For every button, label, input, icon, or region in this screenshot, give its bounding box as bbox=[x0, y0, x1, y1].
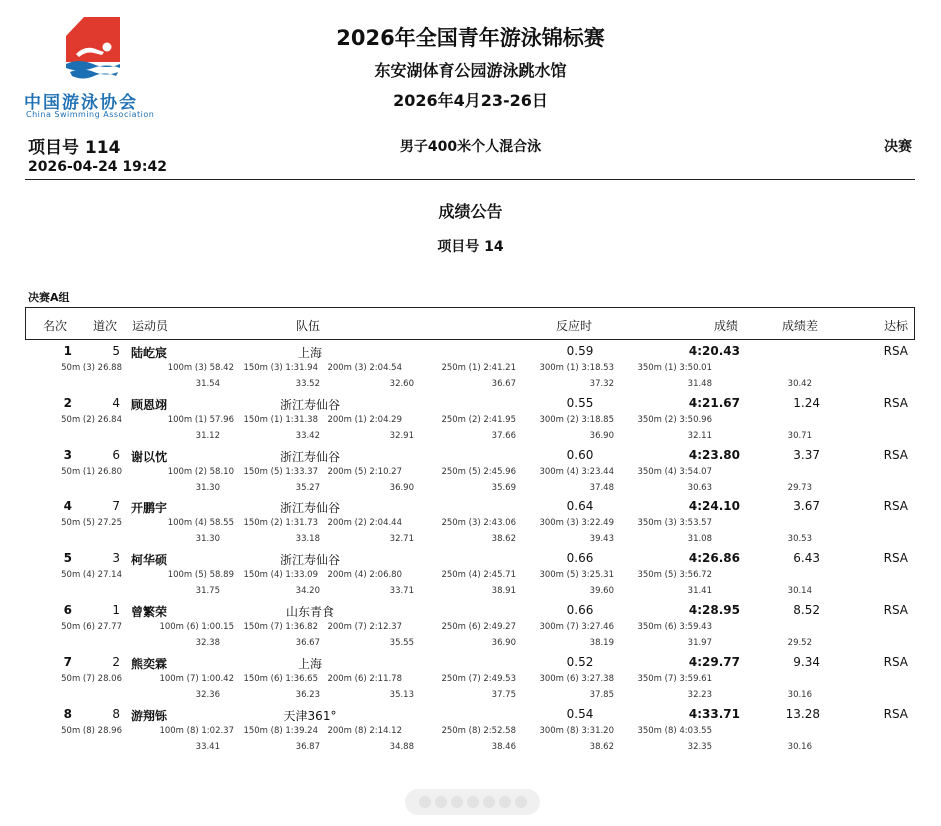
split-time: 150m (2) 1:31.73 bbox=[243, 518, 318, 529]
reaction-cell: 0.55 bbox=[566, 395, 594, 410]
split-time: 300m (2) 3:18.85 bbox=[539, 414, 614, 425]
split-time: 250m (1) 2:41.21 bbox=[441, 363, 516, 373]
reaction-cell: 0.52 bbox=[566, 654, 594, 669]
lane-cell: 6 bbox=[112, 447, 120, 462]
diff-cell: 8.52 bbox=[793, 603, 820, 617]
meet-title: 2026年全国青年游泳锦标赛 bbox=[336, 26, 605, 50]
header-athlete: 运动员 bbox=[132, 319, 169, 333]
split-time: 150m (3) 1:31.94 bbox=[243, 363, 318, 373]
athlete-cell: 熊奕霖 bbox=[131, 656, 168, 671]
split-time: 150m (8) 1:39.24 bbox=[243, 725, 318, 736]
header-diff: 成绩差 bbox=[782, 319, 819, 333]
split-time: 350m (6) 3:59.43 bbox=[637, 622, 712, 632]
table-row bbox=[0, 707, 941, 759]
split-time: 350m (7) 3:59.61 bbox=[637, 673, 712, 684]
split-time: 50m (6) 27.77 bbox=[61, 622, 122, 632]
lap-time: 36.23 bbox=[295, 689, 320, 700]
split-time: 50m (4) 27.14 bbox=[61, 570, 122, 581]
split-time: 350m (8) 4:03.55 bbox=[637, 725, 712, 736]
lap-time: 34.20 bbox=[295, 586, 320, 597]
standard-cell: RSA bbox=[883, 499, 908, 514]
lap-time: 30.16 bbox=[787, 689, 812, 700]
reaction-cell: 0.60 bbox=[566, 447, 594, 462]
lap-time: 37.85 bbox=[589, 689, 614, 700]
lap-time: 35.55 bbox=[389, 638, 414, 648]
team-cell: 浙江寿仙谷 bbox=[279, 553, 340, 568]
lane-cell: 5 bbox=[112, 344, 120, 358]
lap-time: 37.48 bbox=[589, 482, 614, 493]
team-cell: 浙江寿仙谷 bbox=[279, 501, 340, 516]
rank-cell: 7 bbox=[63, 654, 72, 669]
split-time: 200m (1) 2:04.29 bbox=[327, 414, 402, 425]
lap-time: 39.43 bbox=[589, 534, 614, 545]
lane-cell: 7 bbox=[112, 499, 120, 514]
table-row bbox=[0, 655, 941, 707]
lap-time: 31.48 bbox=[687, 379, 712, 389]
standard-cell: RSA bbox=[883, 603, 908, 617]
event-number: 项目号 114 bbox=[28, 138, 121, 158]
event-datetime: 2026-04-24 19:42 bbox=[28, 159, 167, 175]
meet-dates: 2026年4月23-26日 bbox=[393, 91, 548, 110]
split-time: 300m (8) 3:31.20 bbox=[539, 725, 614, 736]
athlete-cell: 曾繁荣 bbox=[131, 605, 168, 619]
diff-cell: 1.24 bbox=[793, 395, 820, 410]
athlete-cell: 顾恩翊 bbox=[131, 397, 168, 412]
header-lane: 道次 bbox=[93, 319, 118, 333]
lane-cell: 8 bbox=[112, 706, 120, 721]
split-time: 100m (3) 58.42 bbox=[167, 363, 234, 373]
result-cell: 4:33.71 bbox=[688, 706, 740, 721]
rank-cell: 6 bbox=[63, 603, 72, 617]
split-time: 250m (7) 2:49.53 bbox=[441, 673, 516, 684]
lap-time: 32.91 bbox=[389, 430, 414, 441]
table-row bbox=[0, 551, 941, 603]
lap-time: 31.12 bbox=[195, 430, 220, 441]
lap-time: 38.19 bbox=[589, 638, 614, 648]
split-time: 150m (5) 1:33.37 bbox=[243, 466, 318, 477]
split-time: 300m (6) 3:27.38 bbox=[539, 673, 614, 684]
split-time: 100m (7) 1:00.42 bbox=[159, 673, 234, 684]
split-time: 100m (1) 57.96 bbox=[167, 414, 234, 425]
lap-time: 37.75 bbox=[491, 689, 516, 700]
rank-cell: 8 bbox=[63, 706, 72, 721]
lap-time: 31.08 bbox=[687, 534, 712, 545]
lap-time: 30.63 bbox=[687, 482, 712, 493]
standard-cell: RSA bbox=[883, 447, 908, 462]
team-cell: 山东青食 bbox=[285, 605, 334, 619]
split-time: 200m (7) 2:12.37 bbox=[327, 622, 402, 632]
split-time: 200m (4) 2:06.80 bbox=[327, 570, 402, 581]
split-time: 100m (6) 1:00.15 bbox=[159, 622, 234, 632]
lap-time: 30.42 bbox=[787, 379, 812, 389]
result-cell: 4:23.80 bbox=[688, 447, 740, 462]
lap-time: 36.87 bbox=[295, 741, 320, 752]
lap-time: 29.73 bbox=[787, 482, 812, 493]
event-round: 决赛 bbox=[884, 139, 912, 155]
table-row bbox=[0, 448, 941, 500]
lap-time: 38.91 bbox=[491, 586, 516, 597]
result-cell: 4:26.86 bbox=[688, 551, 740, 566]
lap-time: 31.41 bbox=[687, 586, 712, 597]
header-team: 队伍 bbox=[296, 319, 321, 333]
lap-time: 31.75 bbox=[195, 586, 220, 597]
split-time: 150m (7) 1:36.82 bbox=[243, 622, 318, 632]
team-cell: 天津361° bbox=[283, 708, 337, 723]
split-time: 50m (1) 26.80 bbox=[61, 466, 122, 477]
split-time: 200m (6) 2:11.78 bbox=[327, 673, 402, 684]
split-time: 250m (8) 2:52.58 bbox=[441, 725, 516, 736]
lap-time: 36.90 bbox=[491, 638, 516, 648]
lap-time: 30.71 bbox=[787, 430, 812, 441]
split-time: 250m (6) 2:49.27 bbox=[441, 622, 516, 632]
lap-time: 32.35 bbox=[687, 741, 712, 752]
lap-time: 36.90 bbox=[589, 430, 614, 441]
diff-cell: 13.28 bbox=[785, 706, 820, 721]
diff-cell: 9.34 bbox=[793, 654, 820, 669]
split-time: 100m (8) 1:02.37 bbox=[159, 725, 234, 736]
lap-time: 33.41 bbox=[195, 741, 220, 752]
split-time: 50m (7) 28.06 bbox=[61, 673, 122, 684]
split-time: 350m (1) 3:50.01 bbox=[637, 363, 712, 373]
lap-time: 35.69 bbox=[491, 482, 516, 493]
reaction-cell: 0.66 bbox=[566, 603, 594, 617]
rank-cell: 5 bbox=[63, 551, 72, 566]
lap-time: 33.71 bbox=[389, 586, 414, 597]
result-cell: 4:28.95 bbox=[688, 603, 740, 617]
standard-cell: RSA bbox=[883, 706, 908, 721]
lap-time: 35.13 bbox=[389, 689, 414, 700]
split-time: 100m (5) 58.89 bbox=[167, 570, 234, 581]
rank-cell: 4 bbox=[63, 499, 72, 514]
header-divider bbox=[25, 179, 915, 180]
section-subtitle: 项目号 14 bbox=[437, 239, 504, 255]
split-time: 350m (2) 3:50.96 bbox=[637, 414, 712, 425]
table-row bbox=[0, 499, 941, 551]
split-time: 50m (2) 26.84 bbox=[61, 414, 122, 425]
team-cell: 浙江寿仙谷 bbox=[279, 397, 340, 412]
lap-time: 32.36 bbox=[195, 689, 220, 700]
split-time: 100m (4) 58.55 bbox=[167, 518, 234, 529]
rank-cell: 3 bbox=[63, 447, 72, 462]
diff-cell: 3.67 bbox=[793, 499, 820, 514]
lap-time: 31.97 bbox=[687, 638, 712, 648]
split-time: 200m (3) 2:04.54 bbox=[327, 363, 402, 373]
meet-venue: 东安湖体育公园游泳跳水馆 bbox=[374, 61, 567, 80]
lane-cell: 4 bbox=[112, 395, 120, 410]
split-time: 350m (4) 3:54.07 bbox=[637, 466, 712, 477]
result-cell: 4:20.43 bbox=[688, 344, 740, 358]
result-cell: 4:21.67 bbox=[688, 395, 740, 410]
lap-time: 33.52 bbox=[295, 379, 320, 389]
split-time: 300m (7) 3:27.46 bbox=[539, 622, 614, 632]
team-cell: 上海 bbox=[297, 656, 322, 671]
split-time: 200m (5) 2:10.27 bbox=[327, 466, 402, 477]
split-time: 200m (8) 2:14.12 bbox=[327, 725, 402, 736]
split-time: 350m (3) 3:53.57 bbox=[637, 518, 712, 529]
split-time: 300m (5) 3:25.31 bbox=[539, 570, 614, 581]
lap-time: 33.42 bbox=[295, 430, 320, 441]
lap-time: 34.88 bbox=[389, 741, 414, 752]
lap-time: 39.60 bbox=[589, 586, 614, 597]
lap-time: 38.46 bbox=[491, 741, 516, 752]
lap-time: 31.30 bbox=[195, 534, 220, 545]
lap-time: 31.30 bbox=[195, 482, 220, 493]
section-title: 成绩公告 bbox=[438, 202, 503, 221]
result-cell: 4:29.77 bbox=[688, 654, 740, 669]
split-time: 50m (5) 27.25 bbox=[61, 518, 122, 529]
split-time: 300m (3) 3:22.49 bbox=[539, 518, 614, 529]
table-row bbox=[0, 603, 941, 655]
group-label: 决赛A组 bbox=[28, 291, 70, 304]
reaction-cell: 0.66 bbox=[566, 551, 594, 566]
lap-time: 32.23 bbox=[687, 689, 712, 700]
split-time: 300m (1) 3:18.53 bbox=[539, 363, 614, 373]
result-cell: 4:24.10 bbox=[688, 499, 740, 514]
header-rank: 名次 bbox=[43, 319, 68, 333]
split-time: 150m (1) 1:31.38 bbox=[243, 414, 318, 425]
team-cell: 上海 bbox=[297, 346, 322, 360]
lap-time: 37.32 bbox=[589, 379, 614, 389]
lap-time: 30.14 bbox=[787, 586, 812, 597]
split-time: 250m (5) 2:45.96 bbox=[441, 466, 516, 477]
reaction-cell: 0.59 bbox=[566, 344, 594, 358]
lane-cell: 2 bbox=[112, 654, 120, 669]
table-row bbox=[0, 396, 941, 448]
split-time: 150m (4) 1:33.09 bbox=[243, 570, 318, 581]
diff-cell: 6.43 bbox=[793, 551, 820, 566]
split-time: 350m (5) 3:56.72 bbox=[637, 570, 712, 581]
split-time: 200m (2) 2:04.44 bbox=[327, 518, 402, 529]
lap-time: 36.90 bbox=[389, 482, 414, 493]
table-row bbox=[0, 344, 941, 396]
table-header bbox=[25, 307, 915, 340]
header-result: 成绩 bbox=[714, 319, 739, 333]
lap-time: 33.18 bbox=[295, 534, 320, 545]
standard-cell: RSA bbox=[883, 395, 908, 410]
split-time: 50m (3) 26.88 bbox=[61, 363, 122, 373]
standard-cell: RSA bbox=[883, 654, 908, 669]
lap-time: 32.11 bbox=[687, 430, 712, 441]
logo-text-english: China Swimming Association bbox=[26, 110, 155, 119]
split-time: 250m (4) 2:45.71 bbox=[441, 570, 516, 581]
split-time: 250m (2) 2:41.95 bbox=[441, 414, 516, 425]
header-reaction: 反应时 bbox=[556, 319, 593, 333]
lane-cell: 3 bbox=[112, 551, 120, 566]
standard-cell: RSA bbox=[883, 551, 908, 566]
split-time: 250m (3) 2:43.06 bbox=[441, 518, 516, 529]
event-name: 男子400米个人混合泳 bbox=[399, 139, 542, 155]
athlete-cell: 谢以忱 bbox=[131, 449, 168, 464]
lap-time: 30.53 bbox=[787, 534, 812, 545]
split-time: 150m (6) 1:36.65 bbox=[243, 673, 318, 684]
standard-cell: RSA bbox=[883, 344, 908, 358]
team-cell: 浙江寿仙谷 bbox=[279, 449, 340, 464]
lap-time: 29.52 bbox=[787, 638, 812, 648]
lap-time: 30.16 bbox=[787, 741, 812, 752]
lap-time: 36.67 bbox=[295, 638, 320, 648]
lane-cell: 1 bbox=[112, 603, 120, 617]
lap-time: 32.60 bbox=[389, 379, 414, 389]
diff-cell: 3.37 bbox=[793, 447, 820, 462]
athlete-cell: 游翔铄 bbox=[131, 708, 168, 723]
split-time: 50m (8) 28.96 bbox=[61, 725, 122, 736]
lap-time: 32.38 bbox=[195, 638, 220, 648]
lap-time: 35.27 bbox=[295, 482, 320, 493]
athlete-cell: 柯华硕 bbox=[131, 553, 168, 568]
athlete-cell: 陆屹宸 bbox=[131, 346, 168, 360]
rank-cell: 1 bbox=[63, 344, 72, 358]
rank-cell: 2 bbox=[63, 395, 72, 410]
reaction-cell: 0.64 bbox=[566, 499, 594, 514]
lap-time: 31.54 bbox=[195, 379, 220, 389]
reaction-cell: 0.54 bbox=[566, 706, 594, 721]
watermark bbox=[405, 789, 540, 815]
lap-time: 38.62 bbox=[491, 534, 516, 545]
split-time: 300m (4) 3:23.44 bbox=[539, 466, 614, 477]
header-standard: 达标 bbox=[884, 319, 909, 333]
lap-time: 32.71 bbox=[389, 534, 414, 545]
athlete-cell: 开鹏宇 bbox=[131, 501, 168, 516]
lap-time: 36.67 bbox=[491, 379, 516, 389]
logo-text-chinese: 中国游泳协会 bbox=[24, 93, 138, 113]
split-time: 100m (2) 58.10 bbox=[167, 466, 234, 477]
lap-time: 37.66 bbox=[491, 430, 516, 441]
lap-time: 38.62 bbox=[589, 741, 614, 752]
